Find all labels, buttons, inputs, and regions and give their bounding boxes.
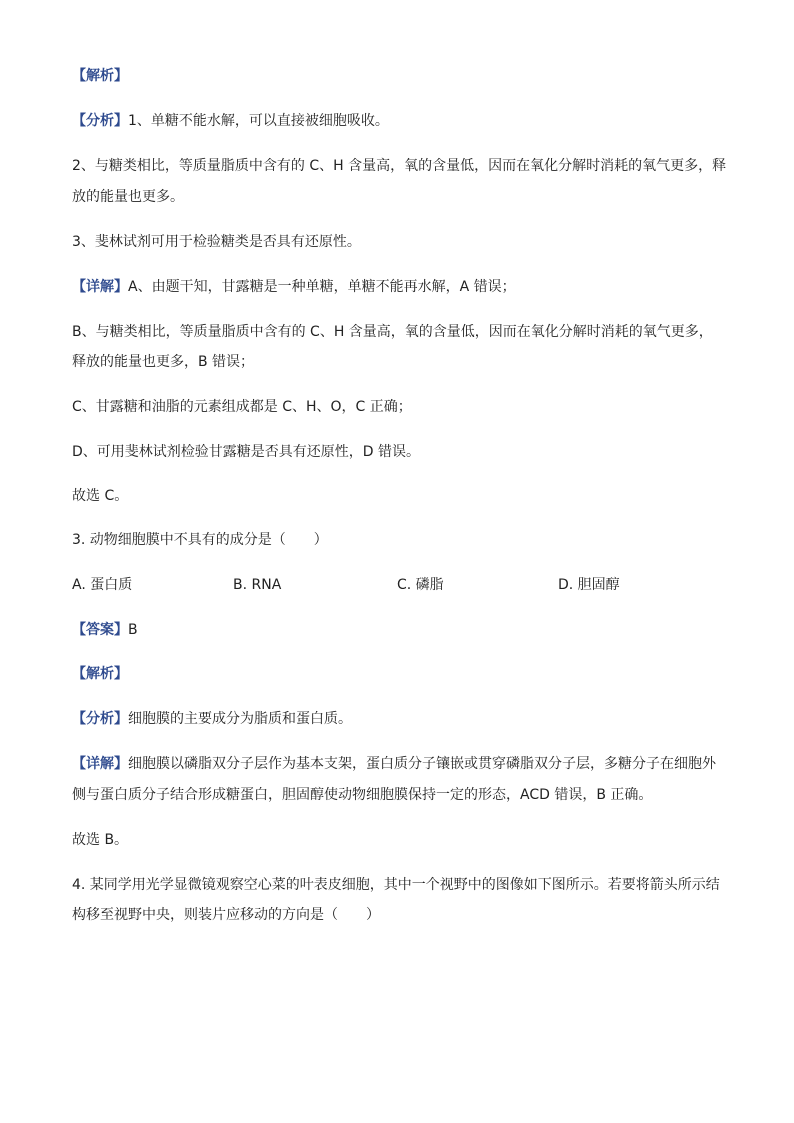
question-4-stem-line-1: 4. 某同学用光学显微镜观察空心菜的叶表皮细胞，其中一个视野中的图像如下图所示。若要将箭头所示结 bbox=[72, 877, 720, 893]
option-d: D. 胆固醇 bbox=[558, 577, 620, 593]
q3-analysis bbox=[72, 709, 352, 729]
question-3-stem: 3. 动物细胞膜中不具有的成分是（ ） bbox=[72, 532, 328, 548]
paragraph-text: 细胞膜的主要成分为脂质和蛋白质。 bbox=[128, 711, 352, 727]
question-4-stem-line-2: 构移至视野中央，则装片应移动的方向是（ ） bbox=[72, 907, 380, 923]
xiangjie-tag: 【详解】 bbox=[72, 279, 128, 295]
q3-detail-line-2: 侧与蛋白质分子结合形成糖蛋白，胆固醇使动物细胞膜保持一定的形态，ACD 错误，B 正确。 bbox=[72, 787, 653, 803]
answer-line bbox=[72, 620, 138, 640]
analysis-paragraph-3: 3、斐林试剂可用于检验糖类是否具有还原性。 bbox=[72, 234, 361, 250]
fenxi-tag: 【分析】 bbox=[72, 711, 128, 727]
analysis-header: 【解析】 bbox=[72, 68, 128, 84]
detail-paragraph-b-line-2: 释放的能量也更多，B 错误； bbox=[72, 354, 255, 370]
option-c: C. 磷脂 bbox=[397, 577, 444, 593]
fenxi-tag: 【分析】 bbox=[72, 113, 128, 129]
analysis-header-q3: 【解析】 bbox=[72, 666, 128, 682]
daan-tag: 【答案】 bbox=[72, 622, 128, 638]
option-a: A. 蛋白质 bbox=[72, 577, 133, 593]
paragraph-text: A、由题干知，甘露糖是一种单糖，单糖不能再水解，A 错误； bbox=[128, 279, 516, 295]
analysis-paragraph-1 bbox=[72, 111, 389, 131]
analysis-paragraph-2-line-1: 2、与糖类相比，等质量脂质中含有的 C、H 含量高，氧的含量低，因而在氧化分解时消耗的氧气更多，释 bbox=[72, 158, 727, 174]
detail-paragraph-c: C、甘露糖和油脂的元素组成都是 C、H、O，C 正确； bbox=[72, 399, 412, 415]
q3-detail-line-1 bbox=[72, 754, 716, 774]
q3-conclusion: 故选 B。 bbox=[72, 832, 129, 848]
detail-paragraph-d: D、可用斐林试剂检验甘露糖是否具有还原性，D 错误。 bbox=[72, 444, 421, 460]
answer-value: B bbox=[128, 622, 138, 638]
paragraph-text: 1、单糖不能水解，可以直接被细胞吸收。 bbox=[128, 113, 389, 129]
conclusion-line: 故选 C。 bbox=[72, 488, 129, 504]
detail-paragraph-b-line-1: B、与糖类相比，等质量脂质中含有的 C、H 含量高，氧的含量低，因而在氧化分解时消耗的氧气更多， bbox=[72, 324, 713, 340]
xiangjie-tag: 【详解】 bbox=[72, 756, 128, 772]
analysis-paragraph-2-line-2: 放的能量也更多。 bbox=[72, 189, 184, 205]
detail-paragraph-a bbox=[72, 277, 516, 297]
option-b: B. RNA bbox=[233, 577, 282, 593]
paragraph-text: 细胞膜以磷脂双分子层作为基本支架，蛋白质分子镶嵌或贯穿磷脂双分子层，多糖分子在细胞外 bbox=[128, 756, 716, 772]
